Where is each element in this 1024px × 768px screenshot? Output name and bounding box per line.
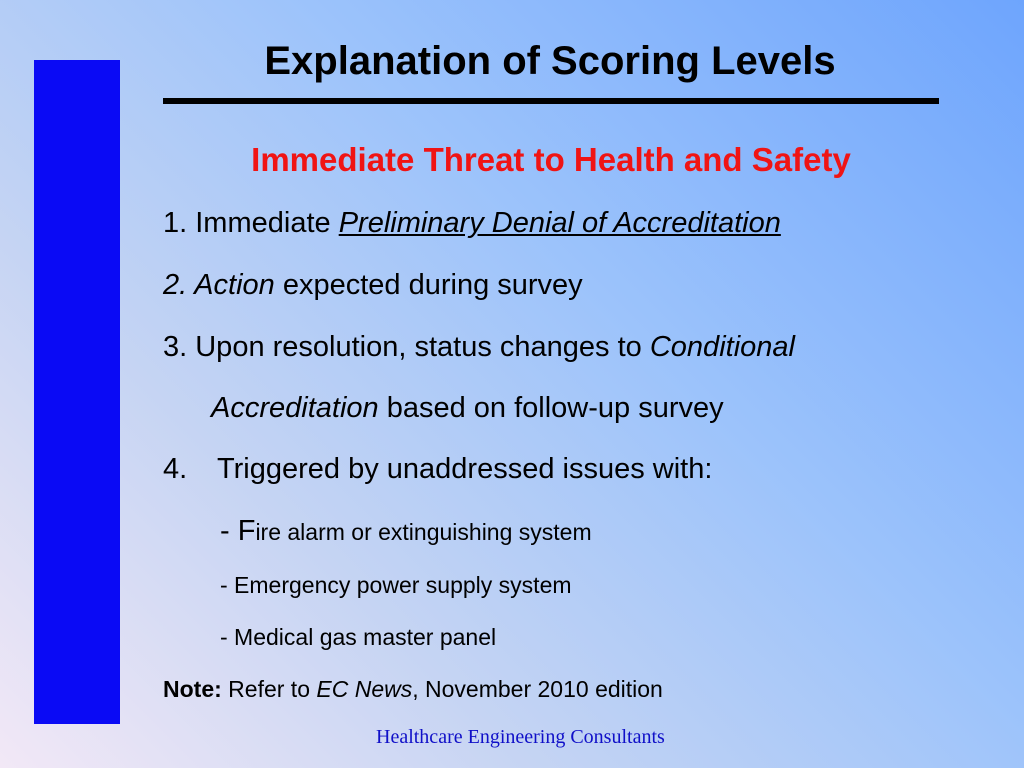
sub-item-gas: - Medical gas master panel	[220, 624, 497, 650]
note-post: , November 2010 edition	[412, 676, 663, 702]
footer-text: Healthcare Engineering Consultants	[376, 726, 665, 748]
item-4-number: 4.	[163, 453, 188, 485]
sub-item-power: - Emergency power supply system	[220, 572, 572, 598]
side-accent-bar	[34, 60, 120, 724]
item-1-prefix: 1. Immediate	[163, 207, 339, 239]
item-3-emphasis: Conditional	[649, 331, 795, 363]
note-pre: Refer to	[221, 676, 317, 702]
item-2	[163, 266, 583, 304]
note-line	[163, 674, 663, 704]
item-3-continuation-rest: based on follow-up survey	[378, 392, 724, 424]
item-3-continuation	[211, 389, 724, 427]
slide-title: Explanation of Scoring Levels	[264, 39, 836, 83]
item-1	[163, 204, 781, 242]
item-3-continuation-emphasis: Accreditation	[211, 392, 379, 424]
item-3-prefix: 3. Upon resolution, status changes to	[163, 331, 650, 363]
item-2-emphasis: 2. Action	[163, 269, 275, 301]
item-4-text: Triggered by unaddressed issues with:	[217, 453, 713, 485]
sub-item-fire-rest: ire alarm or extinguishing system	[255, 519, 592, 545]
sub-item-fire	[220, 516, 592, 547]
title-underline-rule	[163, 98, 939, 104]
note-label: Note:	[163, 676, 222, 702]
item-1-emphasis: Preliminary Denial of Accreditation	[338, 207, 781, 239]
note-emphasis: EC News	[316, 676, 413, 702]
item-4	[163, 450, 712, 488]
sub-item-fire-initial: F	[237, 515, 256, 547]
item-3	[163, 328, 795, 366]
item-2-rest: expected during survey	[274, 269, 583, 301]
sub-item-fire-dash: -	[220, 515, 238, 547]
slide-subtitle: Immediate Threat to Health and Safety	[251, 141, 851, 178]
